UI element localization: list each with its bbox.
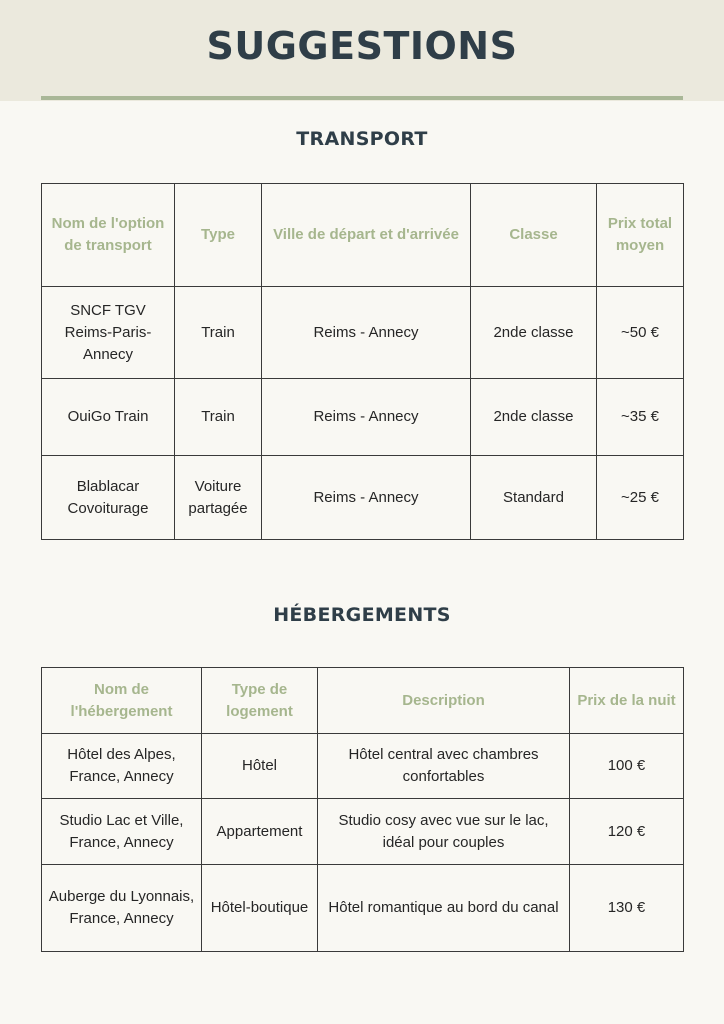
cell-name: Blablacar Covoiturage xyxy=(42,456,175,540)
cell-description: Studio cosy avec vue sur le lac, idéal pour couples xyxy=(318,799,570,865)
column-header-type: Type xyxy=(175,184,262,287)
column-header-type: Type de logement xyxy=(202,668,318,734)
cell-name: OuiGo Train xyxy=(42,379,175,456)
column-header-route: Ville de départ et d'arrivée xyxy=(262,184,471,287)
page-title: SUGGESTIONS xyxy=(206,24,518,68)
hebergement-section-title: HÉBERGEMENTS xyxy=(273,604,451,626)
cell-type: Voiture partagée xyxy=(175,456,262,540)
cell-price: 100 € xyxy=(570,734,684,799)
cell-class: 2nde classe xyxy=(471,379,597,456)
cell-name: Hôtel des Alpes, France, Annecy xyxy=(42,734,202,799)
cell-route: Reims - Annecy xyxy=(262,379,471,456)
table-row xyxy=(42,799,684,865)
cell-type: Hôtel-boutique xyxy=(202,865,318,952)
cell-name: SNCF TGV Reims-Paris-Annecy xyxy=(42,287,175,379)
table-header-row xyxy=(42,184,684,287)
cell-type: Appartement xyxy=(202,799,318,865)
cell-type: Train xyxy=(175,379,262,456)
cell-route: Reims - Annecy xyxy=(262,456,471,540)
cell-type: Hôtel xyxy=(202,734,318,799)
cell-price: ~50 € xyxy=(597,287,684,379)
table-row xyxy=(42,287,684,379)
cell-description: Hôtel romantique au bord du canal xyxy=(318,865,570,952)
column-header-name: Nom de l'option de transport xyxy=(42,184,175,287)
column-header-price: Prix total moyen xyxy=(597,184,684,287)
cell-name: Studio Lac et Ville, France, Annecy xyxy=(42,799,202,865)
cell-price: 120 € xyxy=(570,799,684,865)
table-row xyxy=(42,865,684,952)
column-header-name: Nom de l'hébergement xyxy=(42,668,202,734)
table-row xyxy=(42,379,684,456)
column-header-price: Prix de la nuit xyxy=(570,668,684,734)
header-divider xyxy=(41,96,683,100)
cell-name: Auberge du Lyonnais, France, Annecy xyxy=(42,865,202,952)
cell-class: Standard xyxy=(471,456,597,540)
table-row xyxy=(42,456,684,540)
transport-section-title: TRANSPORT xyxy=(296,128,428,150)
table-header-row xyxy=(42,668,684,734)
cell-price: ~25 € xyxy=(597,456,684,540)
cell-route: Reims - Annecy xyxy=(262,287,471,379)
cell-type: Train xyxy=(175,287,262,379)
hebergement-table xyxy=(41,667,684,952)
column-header-class: Classe xyxy=(471,184,597,287)
cell-price: 130 € xyxy=(570,865,684,952)
table-row xyxy=(42,734,684,799)
transport-table xyxy=(41,183,684,540)
column-header-description: Description xyxy=(318,668,570,734)
cell-description: Hôtel central avec chambres confortables xyxy=(318,734,570,799)
cell-price: ~35 € xyxy=(597,379,684,456)
cell-class: 2nde classe xyxy=(471,287,597,379)
